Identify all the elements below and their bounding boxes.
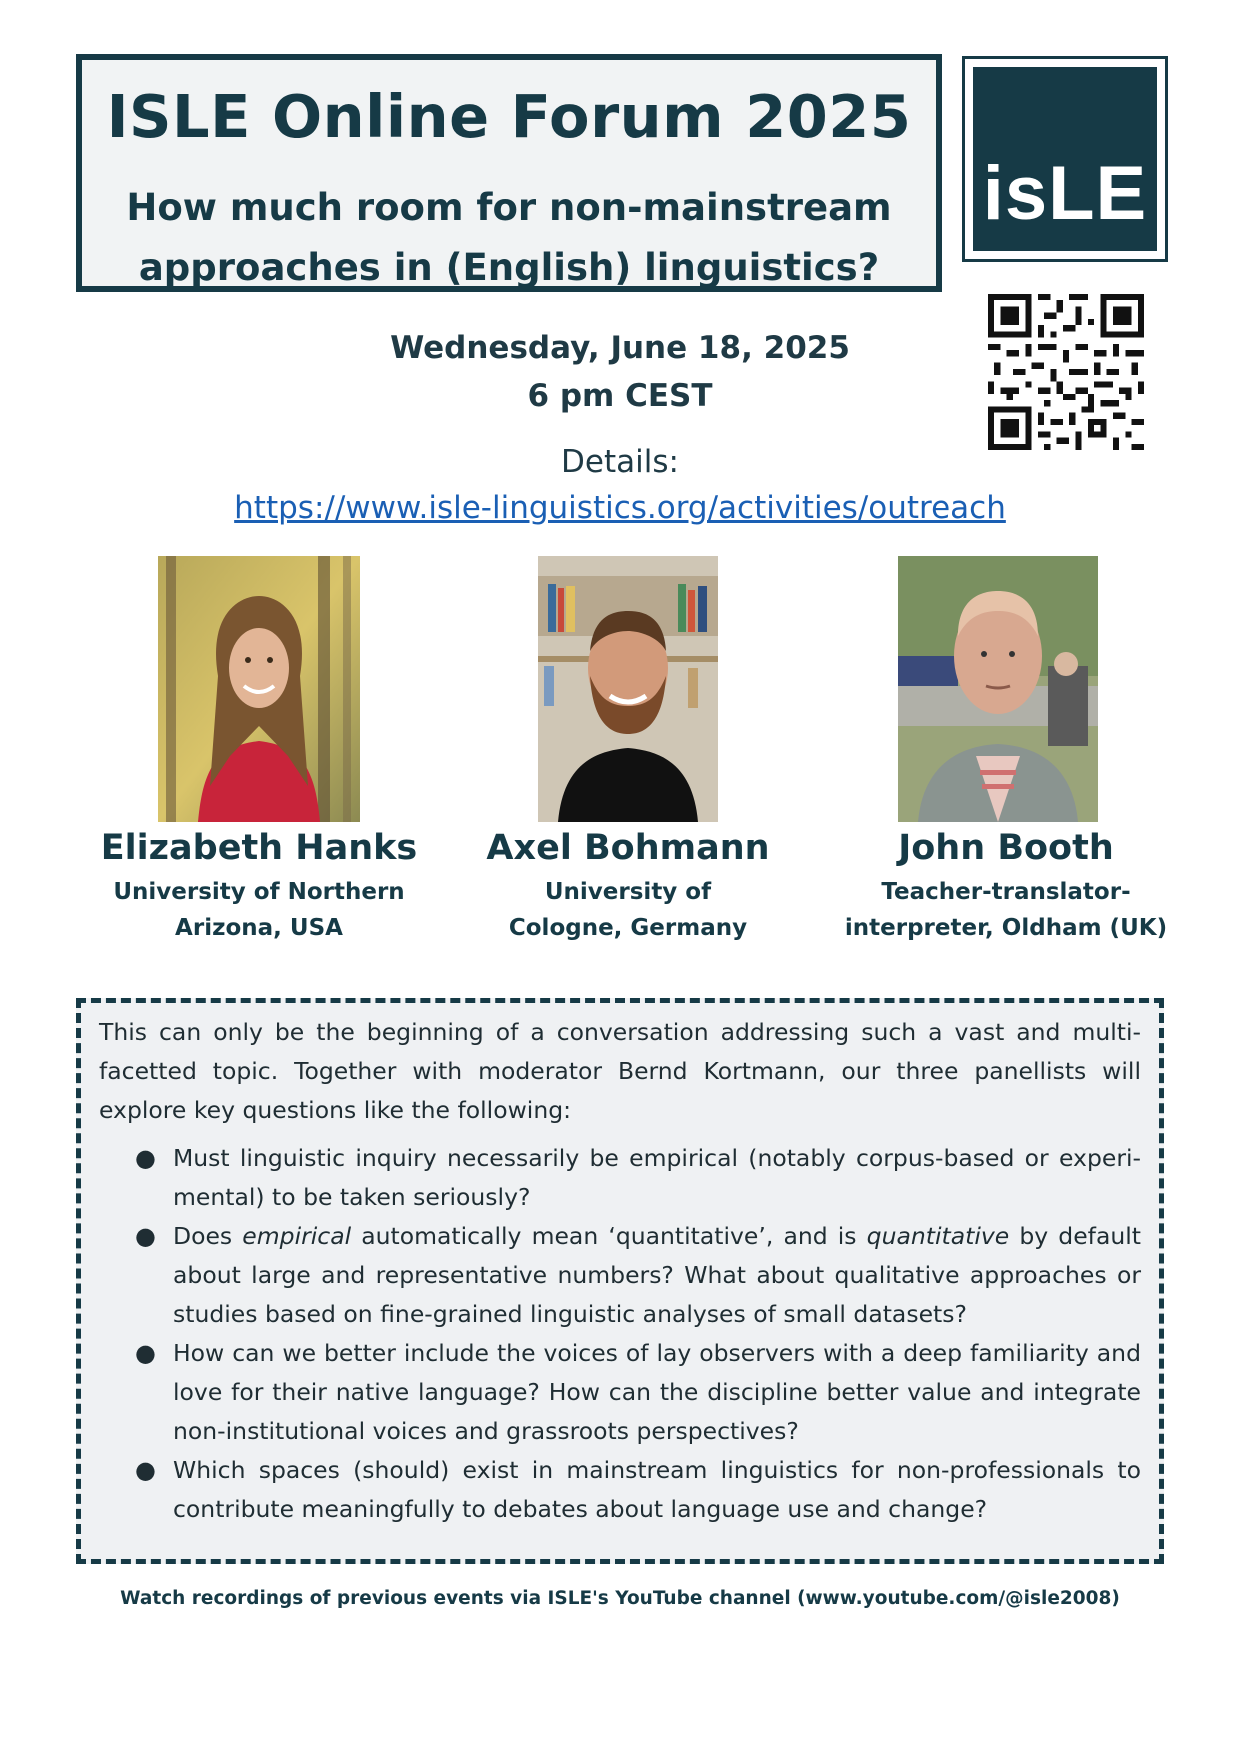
affiliation-line: Teacher-translator-: [881, 879, 1131, 905]
question-text: automatically mean ‘quantitative’, and is: [351, 1222, 867, 1250]
affiliation-line: Arizona, USA: [175, 915, 343, 941]
affiliation-line: Cologne, Germany: [508, 915, 748, 941]
question-text: Does: [173, 1222, 243, 1250]
question-text: Which spaces (should) exist in mainstream linguistics for non-professionals to contribute meaningfully to debates about language use and change?: [173, 1456, 1141, 1523]
details-link[interactable]: https://www.isle-linguistics.org/activities/outreach: [234, 490, 1006, 526]
speaker-affiliation-2: [448, 874, 808, 946]
bullet-icon: ●: [135, 1339, 156, 1367]
logo-text: isLE: [982, 151, 1148, 236]
bullet-icon: ●: [135, 1456, 156, 1484]
question-text: Must linguistic inquiry necessarily be empirical (notably corpus-based or experi-mental) to be taken seriously?: [173, 1144, 1141, 1211]
question-text: How can we better include the voices of lay observers with a deep familiarity and love for their native language? How can the discipline better value and integrate non-institutional voices and grassroots perspectives?: [173, 1339, 1141, 1445]
speaker-photo-john-booth: [898, 556, 1098, 822]
discussion-box: [76, 998, 1164, 1564]
footer-note: Watch recordings of previous events via ISLE's YouTube channel (www.youtube.com/@isle2008): [120, 1588, 1120, 1609]
emphasis: quantitative: [866, 1222, 1010, 1250]
logo-background: [973, 67, 1157, 251]
event-date: Wednesday, June 18, 2025: [390, 330, 850, 366]
affiliation-line: University of Northern: [113, 879, 405, 905]
bullet-icon: ●: [135, 1144, 156, 1172]
forum-title: ISLE Online Forum 2025: [106, 82, 912, 151]
question-list: [99, 1139, 1141, 1529]
list-item: [99, 1334, 1141, 1451]
affiliation-line: University of: [544, 879, 712, 905]
speaker-photo-elizabeth-hanks: [158, 556, 360, 822]
list-item: [99, 1451, 1141, 1529]
subtitle-line-1: How much room for non-mainstream: [126, 186, 892, 229]
speaker-name-1: Elizabeth Hanks: [100, 828, 418, 868]
speaker-photo-axel-bohmann: [538, 556, 718, 822]
isle-logo: [962, 56, 1168, 262]
event-time: 6 pm CEST: [527, 378, 713, 414]
list-item: [99, 1139, 1141, 1217]
qr-code-icon[interactable]: [988, 294, 1144, 450]
emphasis: empirical: [242, 1222, 352, 1250]
details-label: Details:: [561, 444, 679, 480]
list-item: [99, 1217, 1141, 1334]
speaker-name-2: Axel Bohmann: [486, 828, 770, 868]
forum-subtitle: [82, 178, 936, 298]
speaker-affiliation-1: [79, 874, 439, 946]
intro-paragraph: This can only be the beginning of a conversation addressing such a vast and multi-facetted topic. Together with moderator Bernd Kortmann, our three panellists will explore key questions like the following:: [99, 1018, 1141, 1124]
speaker-affiliation-3: [826, 874, 1186, 946]
question-text: by default about large and representative numbers? What about qualitative approaches or studies based on fine-grained linguistic analyses of small datasets?: [173, 1222, 1141, 1328]
subtitle-line-2: approaches in (English) linguistics?: [138, 246, 880, 289]
bullet-icon: ●: [135, 1222, 156, 1250]
affiliation-line: interpreter, Oldham (UK): [844, 915, 1168, 941]
title-box: [76, 54, 942, 292]
speaker-name-3: John Booth: [898, 828, 1114, 868]
